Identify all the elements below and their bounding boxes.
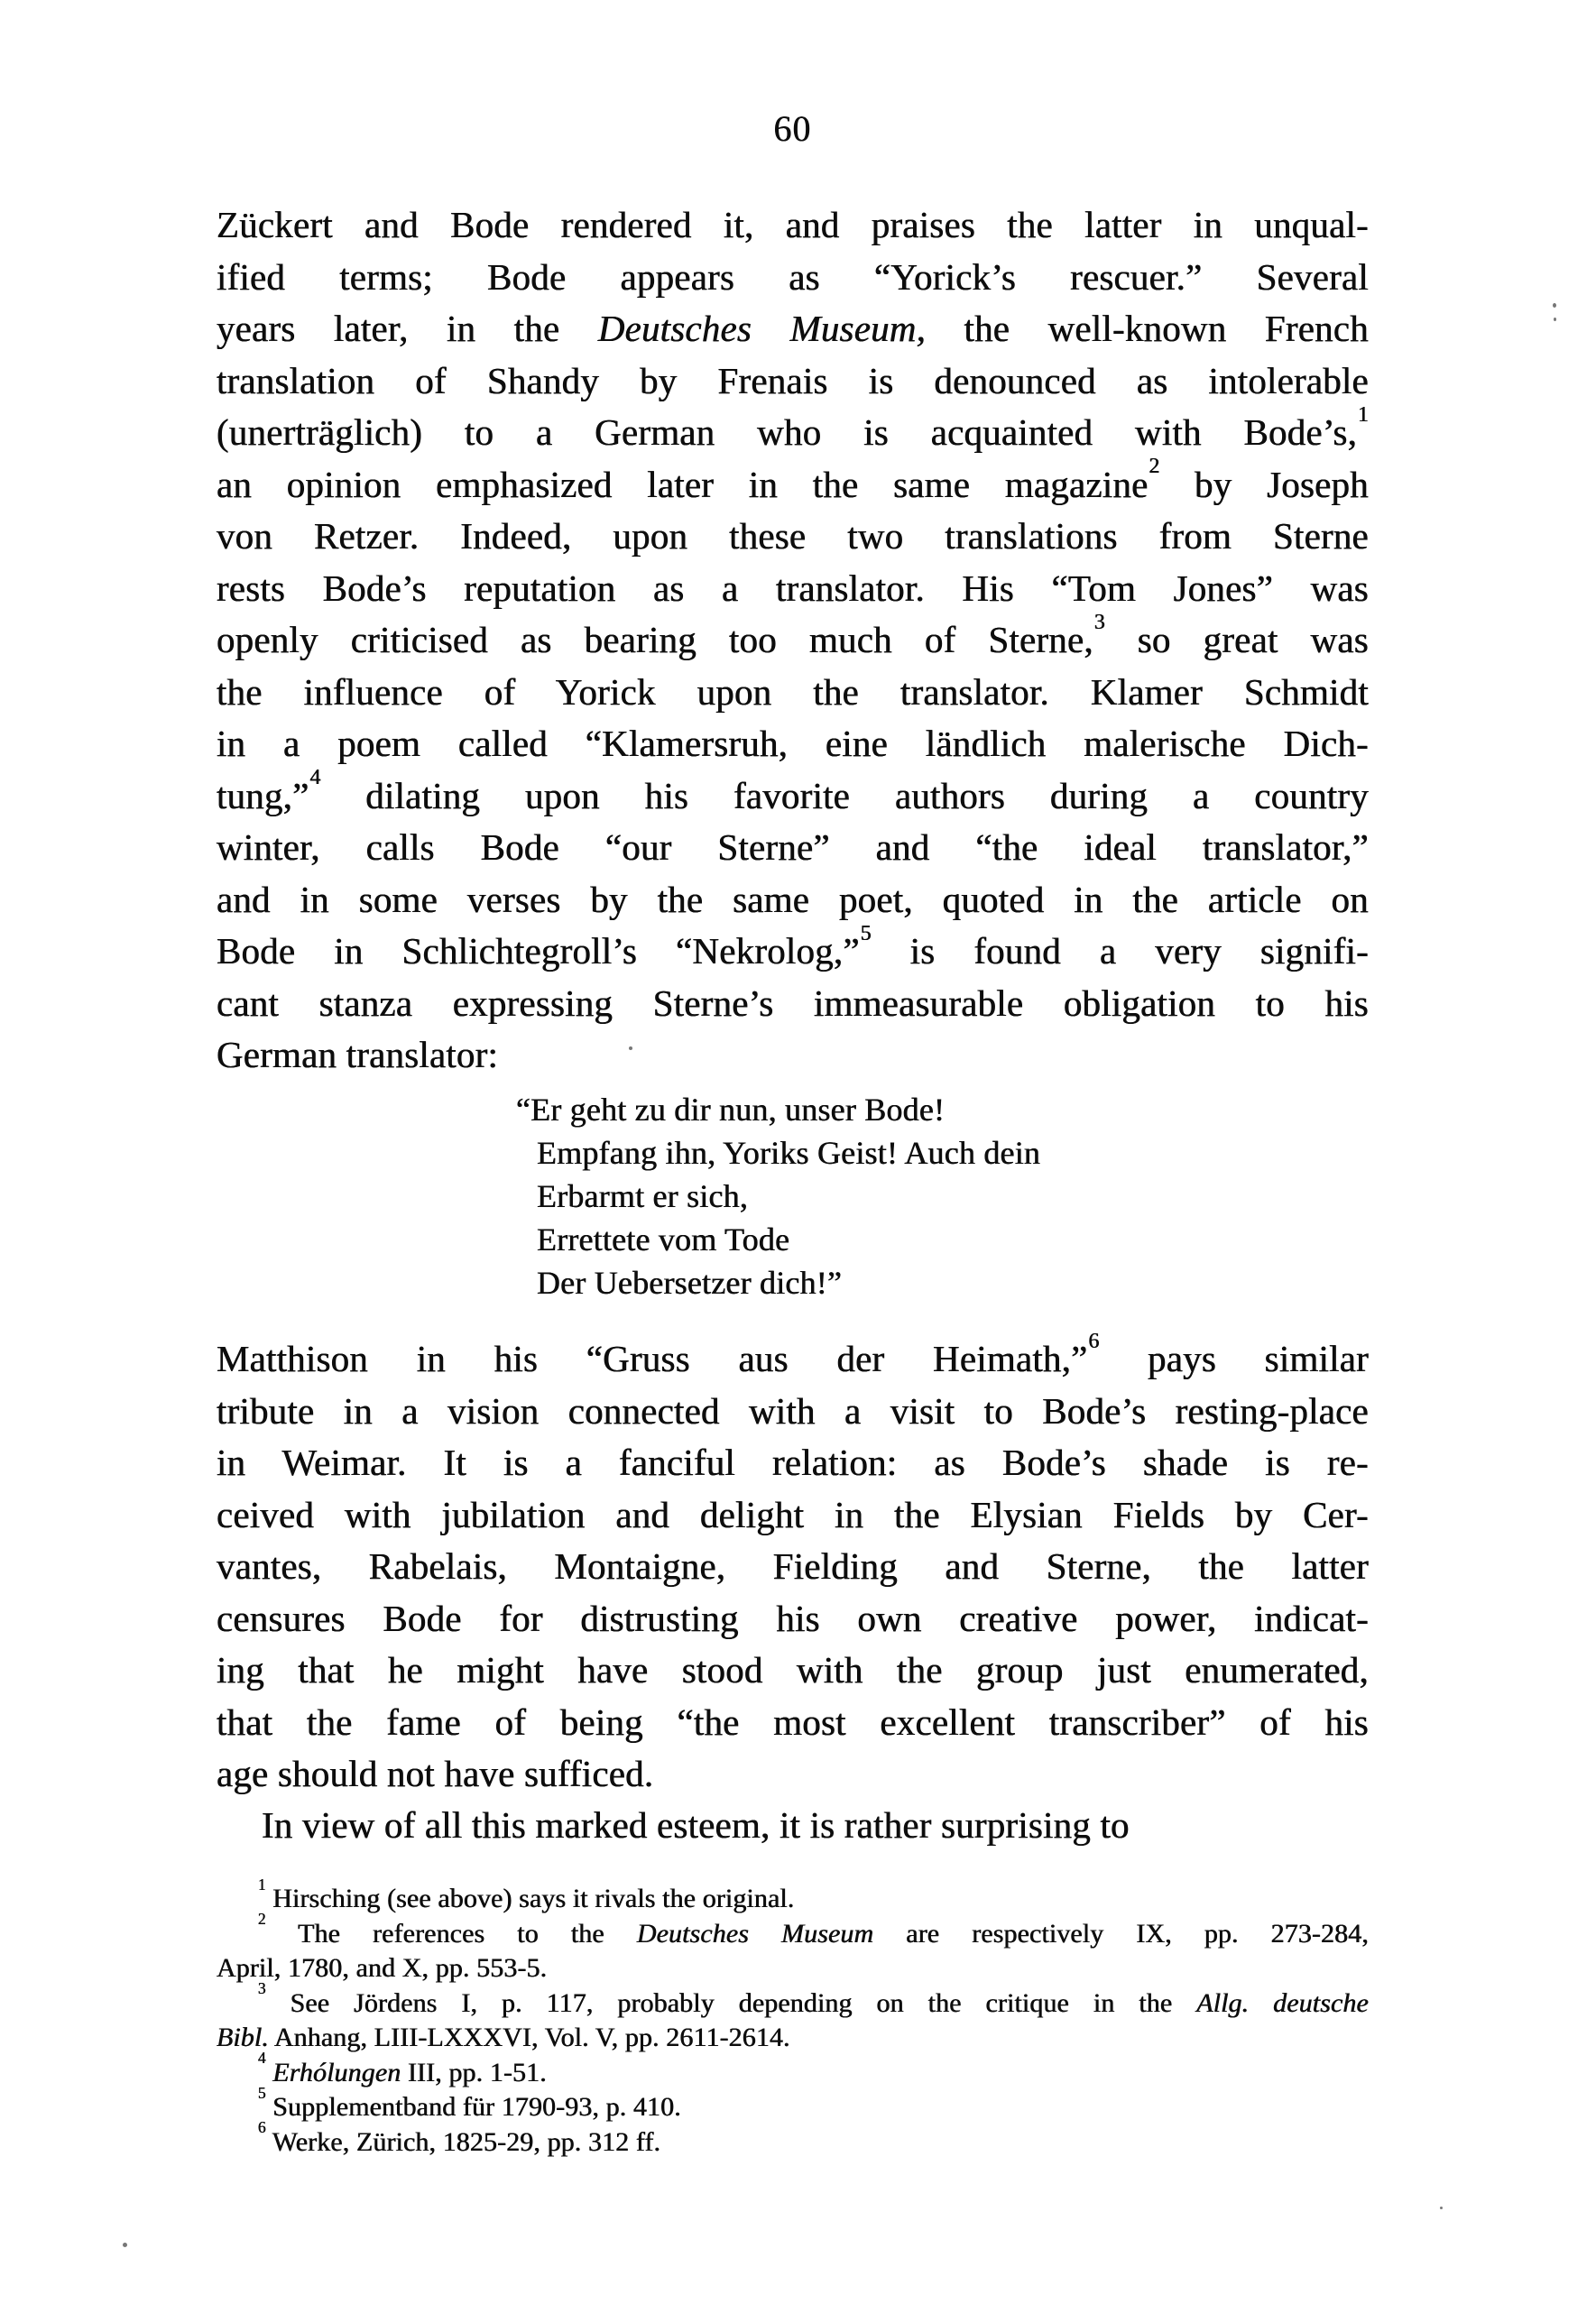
footnotes-block — [217, 1875, 1370, 2160]
footnote-marker: 3 — [258, 1979, 266, 1998]
text-line: openly criticised as bearing too much of Sterne,$^3$ so great was — [217, 610, 1369, 660]
text-line: Matthison in his “Gruss aus der Heimath,”$^6$ pays similar — [217, 1329, 1369, 1379]
text-line: German translator: — [217, 1034, 499, 1075]
footnote-marker: 5 — [860, 921, 872, 945]
ink-speck — [1440, 2207, 1443, 2209]
footnote-2 — [217, 1910, 1370, 1986]
text-line: an opinion emphasized later in the same magazine$^2$ by Joseph — [217, 455, 1369, 505]
text-line: translation of Shandy by Frenais is denounced as intolerable — [217, 359, 1369, 401]
footnote-marker: 5 — [258, 2083, 266, 2102]
footnote-6 — [217, 2118, 1369, 2161]
footnote-marker: 2 — [258, 1910, 266, 1929]
text-line: $^2$ The references to the Deutsches Museum are respectively IX, pp. 273-284, — [258, 1910, 1370, 1949]
text-line: In view of all this marked esteem, it is rather surprising to — [262, 1804, 1130, 1846]
footnote-marker: 4 — [258, 2049, 266, 2068]
footnote-3 — [217, 1979, 1369, 2056]
italic-text: Deutsches Museum — [636, 1918, 874, 1949]
footnote-marker: 1 — [1358, 402, 1369, 427]
text-line: ified terms; Bode appears as “Yorick’s rescuer.” Several — [217, 255, 1369, 298]
ink-speck — [629, 1046, 632, 1050]
text-line: rests Bode’s reputation as a translator. His “Tom Jones” was — [217, 567, 1369, 609]
text-line: Errettete vom Tode — [537, 1221, 790, 1258]
text-line: age should not have sufficed. — [217, 1753, 654, 1794]
text-line: vantes, Rabelais, Montaigne, Fielding and Sterne, the latter — [217, 1545, 1369, 1587]
text-line: $^4$ Erhólungen III, pp. 1-51. — [258, 2049, 547, 2087]
paragraph-2 — [217, 1329, 1369, 1801]
footnote-marker: 4 — [309, 766, 321, 790]
footnote-marker: 2 — [1149, 455, 1160, 479]
paragraph-1 — [217, 199, 1369, 1082]
text-line: that the fame of being “the most excellent transcriber” of his — [217, 1700, 1369, 1743]
text-line: censures Bode for distrusting his own creative power, indicat- — [217, 1597, 1369, 1639]
text-line: von Retzer. Indeed, upon these two translations from Sterne — [217, 515, 1369, 557]
italic-text: Deutsches Museum, — [597, 308, 927, 349]
text-line: tung,”$^4$ dilating upon his favorite authors during a country — [217, 766, 1369, 816]
footnote-marker: 1 — [258, 1875, 266, 1894]
footnote-1 — [217, 1875, 1369, 1917]
footnote-4 — [217, 2049, 1369, 2091]
italic-text: Bibl. — [217, 2023, 269, 2052]
footnote-marker: 6 — [1088, 1329, 1100, 1353]
verse-quotation — [516, 1088, 1186, 1304]
text-line: cant stanza expressing Sterne’s immeasurable obligation to his — [217, 982, 1369, 1024]
ink-speck — [1554, 318, 1556, 321]
text-line: Empfang ihn, Yoriks Geist! Auch dein — [537, 1135, 1041, 1171]
italic-text: Erhólungen — [272, 2057, 401, 2087]
text-line: (unerträglich) to a German who is acquainted with Bode’s,$^1$ — [217, 402, 1369, 453]
text-line: “Er geht zu dir nun, unser Bode! — [516, 1092, 946, 1128]
text-line: in a poem called “Klamersruh, eine ländlich malerische Dich- — [217, 723, 1369, 764]
text-line: April, 1780, and X, pp. 553-5. — [217, 1953, 548, 1983]
text-line: Bibl. Anhang, LIII-LXXXVI, Vol. V, pp. 2611-2614. — [217, 2023, 790, 2052]
text-line: $^6$ Werke, Zürich, 1825-29, pp. 312 ff. — [258, 2118, 661, 2157]
text-line: in Weimar. It is a fanciful relation: as Bode’s shade is re- — [217, 1442, 1369, 1483]
text-line: years later, in the Deutsches Museum, the well-known French — [217, 308, 1369, 349]
text-line: ceived with jubilation and delight in the Elysian Fields by Cer- — [217, 1493, 1369, 1535]
ink-speck — [1553, 303, 1556, 308]
footnote-5 — [217, 2083, 1369, 2125]
text-line: Zückert and Bode rendered it, and praises the latter in unqual- — [217, 204, 1369, 245]
text-line: Bode in Schlichtegroll’s “Nekrolog,”$^5$ is found a very signifi- — [217, 921, 1370, 972]
page-number: 60 — [773, 108, 812, 149]
text-line: the influence of Yorick upon the translator. Klamer Schmidt — [217, 670, 1369, 713]
text-line: ing that he might have stood with the group just enumerated, — [217, 1649, 1369, 1691]
ink-speck — [123, 2243, 127, 2247]
text-line: winter, calls Bode “our Sterne” and “the ideal translator,” — [217, 826, 1369, 868]
text-line: tribute in a vision connected with a visit to Bode’s resting-place — [217, 1389, 1369, 1432]
italic-text: Allg. deutsche — [1196, 1987, 1369, 2018]
text-line: Der Uebersetzer dich!” — [537, 1265, 843, 1301]
text-line: $^3$ See Jördens I, p. 117, probably depending on the critique in the Allg. deutsche — [258, 1979, 1369, 2018]
text-line: and in some verses by the same poet, quoted in the article on — [217, 878, 1369, 920]
paragraph-3 — [217, 1800, 1369, 1852]
footnote-marker: 3 — [1093, 610, 1105, 634]
footnote-marker: 6 — [258, 2118, 266, 2137]
text-line: Erbarmt er sich, — [537, 1178, 749, 1214]
text-line: $^5$ Supplementband für 1790-93, p. 410. — [258, 2083, 681, 2122]
text-line: $^1$ Hirsching (see above) says it rivals the original. — [258, 1875, 795, 1913]
